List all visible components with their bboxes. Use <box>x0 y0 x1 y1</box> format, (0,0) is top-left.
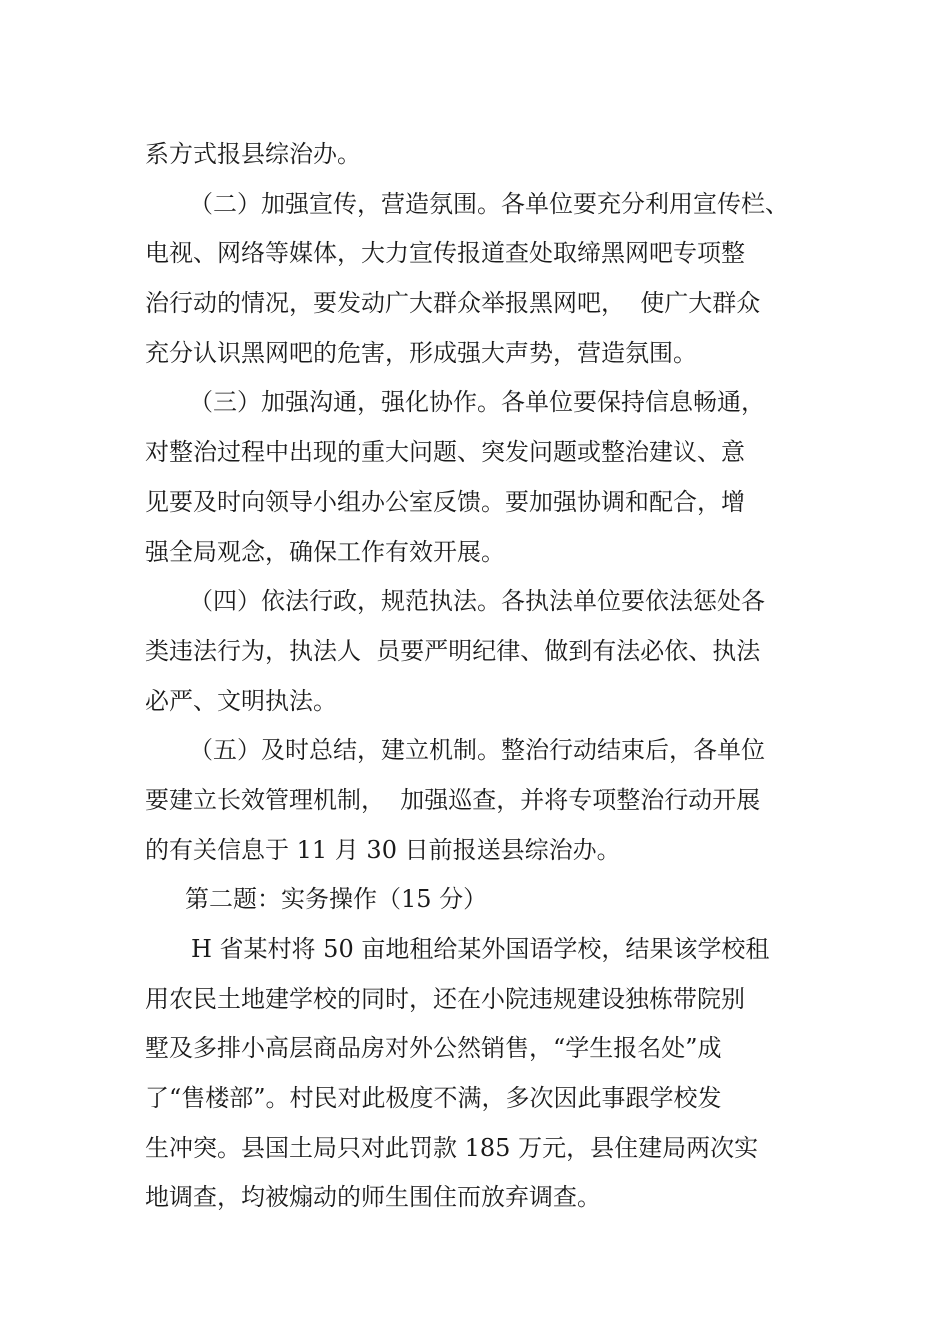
document-body <box>145 130 845 1223</box>
text-line: 对整治过程中出现的重大问题、突发问题或整治建议、意 <box>145 438 745 467</box>
question-title: 第二题：实务操作（15 分） <box>185 885 488 914</box>
text-line: 系方式报县综治办。 <box>145 140 361 168</box>
paragraph-heading-2: （二）加强宣传，营造氛围。各单位要充分利用宣传栏、 <box>189 189 789 218</box>
text-line: 的有关信息于 11 月 30 日前报送县综治办。 <box>145 835 621 864</box>
text-line: 电视、网络等媒体，大力宣传报道查处取缔黑网吧专项整 <box>145 239 745 268</box>
case-paragraph-start: H 省某村将 50 亩地租给某外国语学校，结果该学校租 <box>191 935 770 963</box>
text-line: 地调查，均被煽动的师生围住而放弃调查。 <box>145 1183 601 1212</box>
text-line: 墅及多排小高层商品房对外公然销售，“学生报名处”成 <box>145 1034 722 1063</box>
paragraph-heading-5: （五）及时总结，建立机制。整治行动结束后，各单位 <box>189 736 765 765</box>
text-line: 见要及时向领导小组办公室反馈。要加强协调和配合，增 <box>145 487 745 516</box>
text-line: 了“售楼部”。村民对此极度不满，多次因此事跟学校发 <box>145 1084 722 1113</box>
text-line: 强全局观念，确保工作有效开展。 <box>145 537 505 566</box>
text-line: 生冲突。县国土局只对此罚款 185 万元，县住建局两次实 <box>145 1133 759 1162</box>
text-line: 充分认识黑网吧的危害，形成强大声势，营造氛围。 <box>145 338 697 367</box>
text-line: 治行动的情况，要发动广大群众举报黑网吧， 使广大群众 <box>145 289 761 318</box>
text-line: 类违法行为，执法人 员要严明纪律、做到有法必依、执法 <box>145 636 761 665</box>
paragraph-heading-3: （三）加强沟通，强化协作。各单位要保持信息畅通， <box>189 388 765 417</box>
text-line: 必严、文明执法。 <box>145 686 337 715</box>
text-line: 要建立长效管理机制， 加强巡查，并将专项整治行动开展 <box>145 785 761 814</box>
text-line: 用农民土地建学校的同时，还在小院违规建设独栋带院别 <box>145 984 745 1013</box>
paragraph-heading-4: （四）依法行政，规范执法。各执法单位要依法惩处各 <box>189 587 765 616</box>
